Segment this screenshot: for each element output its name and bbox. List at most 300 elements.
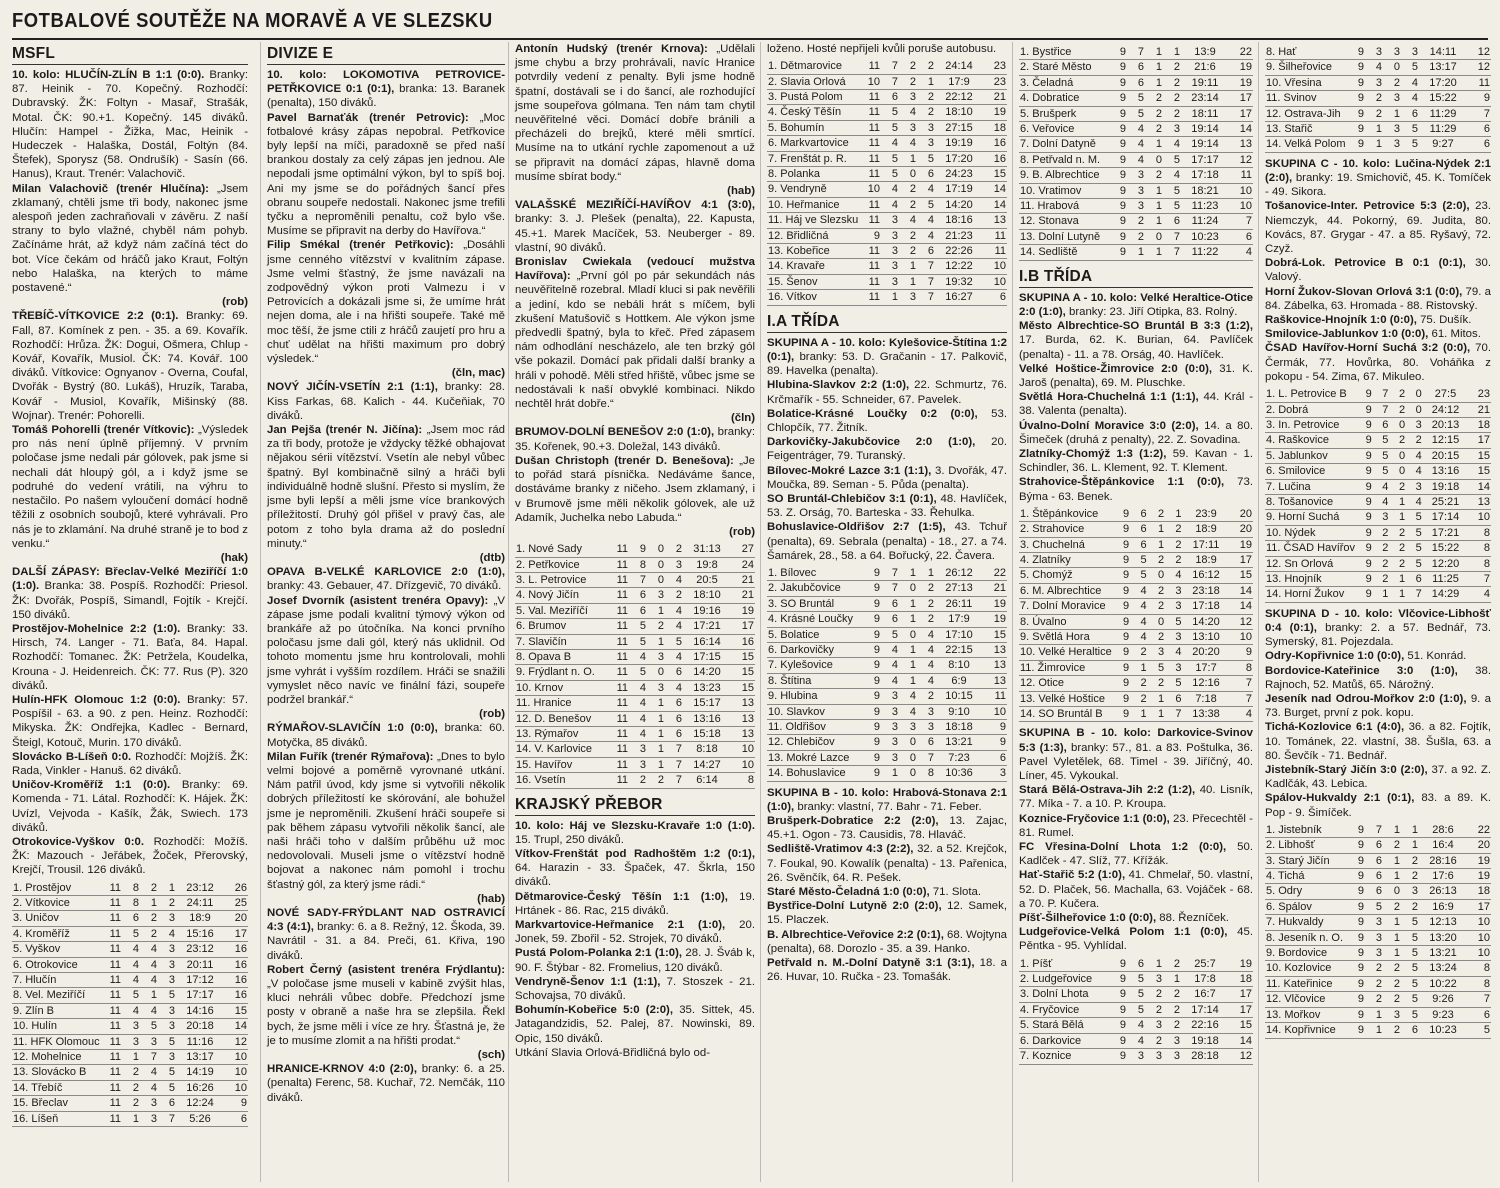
wins: 1 — [881, 766, 899, 781]
column-6 — [1258, 42, 1491, 1182]
points: 10 — [1467, 915, 1491, 930]
paragraph-lead: Jistebník-Starý Jičín 3:0 (2:0), — [1265, 764, 1428, 777]
team-name: 10. Slavkov — [767, 704, 863, 719]
paragraph-lead: 10. kolo: HLUČÍN-ZLÍN B 1:1 (0:0). — [12, 69, 205, 81]
games-played: 9 — [1109, 152, 1127, 167]
losses: 7 — [917, 259, 935, 274]
draws: 0 — [1148, 614, 1165, 629]
wins: 1 — [881, 290, 899, 305]
losses: 6 — [917, 167, 935, 182]
losses: 3 — [158, 957, 176, 972]
article-paragraph — [12, 750, 248, 778]
table-row — [1265, 464, 1491, 479]
games-played: 9 — [1113, 614, 1130, 629]
paragraph-text: 38. Rajnoch, 52. Matůš, 65. Nárožný. — [1265, 664, 1491, 691]
paragraph-text: loženo. Hosté nepřijeli kvůli poruše autobusu. — [767, 43, 997, 55]
table-row — [767, 596, 1007, 611]
draws: 1 — [899, 642, 917, 657]
paragraph-text: „Výsledek pro nás není úplně příjemný. V prvním poločase jsme nedali pár gólovek, pak jsme si nechali dát hloupý gól, a i když jsme se podruhé do vedení vrátili, na výhru to nestačilo. Po našem vyloučení domácí hodně těžili z osobních soubojů, které vyhrávali. Pro nás je to zklamání. Na druhé straně je to bod z venku.“ — [12, 424, 248, 550]
paragraph-text: 79. a 84. Zábelka, 63. Hromada - 88. Ristovský. — [1265, 285, 1491, 312]
paragraph-text: 68. Wojtyna (penalta), 68. Dorozlo - 35. a 39. Hanko. — [767, 928, 1007, 955]
paragraph-lead: Petřvald n. M.-Dolní Datyně 3:1 (3:1), — [767, 957, 975, 970]
draws: 1 — [1148, 537, 1165, 552]
score: 13:21 — [1419, 946, 1467, 961]
score: 13:38 — [1183, 707, 1230, 722]
losses: 6 — [1401, 1023, 1419, 1038]
team-name: 6. Brumov — [515, 619, 611, 634]
wins: 1 — [1130, 707, 1147, 722]
wins: 2 — [1130, 691, 1147, 706]
points: 15 — [224, 1003, 248, 1018]
losses: 2 — [917, 689, 935, 704]
wins: 6 — [1130, 507, 1147, 522]
table-row — [1019, 122, 1253, 137]
team-name: 1. L. Petrovice B — [1265, 387, 1356, 402]
paragraph-text: 37. a 92. Z. Kadlčák, 43. Lebica. — [1265, 764, 1491, 791]
draws: 3 — [647, 649, 665, 664]
losses: 7 — [158, 1111, 176, 1126]
draws: 0 — [1145, 229, 1163, 244]
paragraph-text: „Jsem zklamaný, chtěli jsme tři body, nakonec jsme alespoň jeden zachraňovali v závěru. Z naší strany to bylo vlažné, chyběl nám pohyb. Začínáme hrát, až když nám začíná téct do bot. Více čekám od hráčů jako Kraut, Foltýn nebo Halaška, na kterých to máme postavené.“ — [12, 182, 248, 295]
draws: 1 — [647, 696, 665, 711]
table-row — [1265, 387, 1491, 402]
table-row — [1019, 537, 1253, 552]
paragraph-lead: Robert Černý (asistent trenéra Frýdlantu): — [267, 963, 505, 976]
team-name: 9. Vendryně — [767, 182, 863, 197]
article-paragraph — [1265, 791, 1491, 819]
team-name: 4. Raškovice — [1265, 433, 1356, 448]
table-row — [1019, 75, 1253, 90]
team-name: 7. Hlučín — [12, 973, 104, 988]
table-row — [1265, 541, 1491, 556]
losses: 3 — [1165, 660, 1182, 675]
score: 11:24 — [1181, 214, 1229, 229]
wins: 4 — [1130, 599, 1147, 614]
table-row — [1019, 106, 1253, 121]
paragraph-lead: Smilovice-Jablunkov 1:0 (0:0), — [1265, 328, 1429, 341]
score: 23:9 — [1183, 507, 1230, 522]
games-played: 11 — [863, 136, 881, 151]
team-name: 2. Dobrá — [1265, 402, 1356, 417]
team-name: 3. In. Petrovice — [1265, 417, 1356, 432]
wins: 3 — [1127, 183, 1145, 198]
draws: 5 — [1148, 660, 1165, 675]
paragraph-text: „Udělali jsme chybu a brzy prohrávali, navíc Hranice potvrdily vedení z penalty. Byli jsme hodně špatní, dostávali se i do šancí, ale rozhodující jsme soupeřova gólmana. Ten nám tam chytil neuvěřitelné věci. Domácí dobře bránili a přecházeli do brejků, které měli smrtící. Musíme na to utkání rychle zapomenout a už se připravit na domácí zápas, hlavně doma musíme sbírat body.“ — [515, 43, 755, 183]
score: 6:14 — [683, 773, 731, 788]
draws: 2 — [1145, 122, 1163, 137]
table-row — [1019, 629, 1253, 644]
team-name: 7. Koznice — [1019, 1049, 1109, 1064]
score: 28:18 — [1181, 1049, 1229, 1064]
table-row — [1265, 899, 1491, 914]
draws: 1 — [899, 658, 917, 673]
team-name: 7. Dolní Moravice — [1019, 599, 1113, 614]
score: 22:15 — [935, 642, 983, 657]
losses: 4 — [917, 658, 935, 673]
score: 13:9 — [1181, 45, 1229, 60]
team-name: 14. V. Karlovice — [515, 742, 611, 757]
draws: 4 — [899, 136, 917, 151]
draws: 3 — [1383, 91, 1401, 106]
paragraph-text: 12. Samek, 15. Placzek. — [767, 900, 1007, 927]
score: 17:15 — [683, 649, 731, 664]
wins: 1 — [1373, 587, 1390, 602]
score: 19:19 — [935, 136, 983, 151]
wins: 3 — [881, 735, 899, 750]
table-row — [1019, 168, 1253, 183]
draws: 3 — [899, 90, 917, 105]
draws: 1 — [1145, 60, 1163, 75]
wins: 4 — [629, 711, 647, 726]
draws: 1 — [1383, 930, 1401, 945]
points: 23 — [1468, 387, 1491, 402]
article-paragraph — [515, 1046, 755, 1060]
losses: 3 — [1165, 629, 1182, 644]
points: 13 — [731, 726, 755, 741]
games-played: 9 — [1109, 199, 1127, 214]
losses: 5 — [917, 197, 935, 212]
table-row — [1265, 884, 1491, 899]
article-paragraph — [12, 778, 248, 835]
team-name: 12. Otice — [1019, 676, 1113, 691]
points: 19 — [983, 105, 1007, 120]
wins: 2 — [1373, 525, 1390, 540]
author-initials: (hab) — [477, 892, 505, 905]
article-paragraph — [767, 492, 1007, 520]
games-played: 9 — [1347, 976, 1365, 991]
team-name: 9. Frýdlant n. O. — [515, 665, 611, 680]
table-row — [515, 619, 755, 634]
draws: 0 — [899, 766, 917, 781]
games-played: 11 — [611, 603, 629, 618]
wins: 4 — [122, 1003, 140, 1018]
draws: 2 — [1145, 1033, 1163, 1048]
score: 13:17 — [1419, 60, 1467, 75]
score: 19:18 — [1181, 1033, 1229, 1048]
losses: 5 — [1401, 992, 1419, 1007]
losses: 5 — [158, 1065, 176, 1080]
team-name: 15. Šenov — [767, 274, 863, 289]
paragraph-lead: Vendryně-Šenov 1:1 (1:1), — [515, 975, 661, 988]
paragraph-lead: OPAVA B-VELKÉ KARLOVICE 2:0 (1:0), — [267, 566, 505, 579]
table-row — [767, 766, 1007, 781]
article-paragraph — [12, 182, 248, 310]
team-name: 13. Rýmařov — [515, 726, 611, 741]
team-name: 14. Velká Polom — [1266, 138, 1346, 151]
games-played: 9 — [1109, 1018, 1127, 1033]
team-name: 6. Veřovice — [1019, 122, 1109, 137]
points: 7 — [1229, 214, 1253, 229]
points: 13 — [983, 213, 1007, 228]
games-played: 9 — [1347, 838, 1365, 853]
paragraph-text: 48. Havlíček, 53. Z. Orság, 70. Barteska - 33. Řehulka. — [767, 492, 1007, 520]
standings-table — [1019, 45, 1253, 261]
score: 14:29 — [1423, 587, 1469, 602]
losses: 4 — [1163, 137, 1181, 152]
games-played: 9 — [1113, 691, 1130, 706]
score: 17:17 — [176, 988, 224, 1003]
games-played: 11 — [863, 213, 881, 228]
score: 31:13 — [683, 542, 731, 557]
games-played: 9 — [1347, 961, 1365, 976]
table-row — [1019, 645, 1253, 660]
games-played: 9 — [1356, 494, 1373, 509]
losses: 4 — [1406, 494, 1423, 509]
column-1 — [12, 42, 248, 1182]
paragraph-lead: Prostějov-Mohelnice 2:2 (1:0). — [12, 622, 181, 635]
points: 6 — [983, 750, 1007, 765]
draws: 2 — [899, 197, 917, 212]
score: 21:23 — [935, 228, 983, 243]
paragraph-text: 53. Chlopčík, 77. Žitník. — [767, 407, 1007, 434]
score: 23:18 — [1183, 583, 1230, 598]
losses: 6 — [917, 735, 935, 750]
draws: 1 — [1389, 587, 1406, 602]
team-name: 6. Spálov — [1265, 899, 1347, 914]
table-row — [1019, 507, 1253, 522]
paragraph-text: branky: 6. a 8. Režný, 12. Škoda, 39. Navrátil - 31. a 84. Preči, 61. Křiva, 190 diváků. — [267, 921, 505, 962]
draws: 2 — [899, 74, 917, 89]
article-paragraph — [767, 899, 1007, 927]
score: 17:20 — [935, 151, 983, 166]
wins: 6 — [1127, 957, 1145, 972]
table-row — [1019, 568, 1253, 583]
draws: 1 — [899, 259, 917, 274]
table-row — [767, 720, 1007, 735]
score: 23:14 — [1181, 91, 1229, 106]
score: 25:21 — [1423, 494, 1469, 509]
team-name: 3. SO Bruntál — [767, 596, 863, 611]
paragraph-lead: Dětmarovice-Český Těšín 1:1 (1:0), — [515, 890, 728, 903]
team-name: 6. M. Albrechtice — [1019, 583, 1113, 598]
article-paragraph — [515, 918, 755, 946]
table-row — [1265, 946, 1491, 961]
paragraph-text: 15. Trupl, 250 diváků. — [515, 833, 624, 846]
paragraph-lead: Pavel Barnaťák (trenér Petrovic): — [267, 111, 469, 124]
draws: 3 — [1145, 1049, 1163, 1064]
paragraph-text: 32. a 52. Krejčok, 7. Foukal, 90. Kowalík (penalta) - 13. Pařenica, 26. Svěnčík, 64. R. Pešek. — [767, 843, 1007, 884]
points: 7 — [1467, 106, 1491, 121]
table-row — [1019, 45, 1253, 60]
score: 25:7 — [1181, 957, 1229, 972]
games-played: 9 — [863, 766, 881, 781]
table-row — [1019, 1033, 1253, 1048]
draws: 2 — [647, 773, 665, 788]
team-name: 8. Tošanovice — [1265, 494, 1356, 509]
draws: 1 — [1145, 75, 1163, 90]
losses: 4 — [1401, 75, 1419, 90]
team-name: 1. Bílovec — [767, 566, 863, 581]
wins: 1 — [1127, 245, 1145, 260]
team-name: 15. Břeclav — [12, 1096, 104, 1111]
wins: 4 — [1130, 583, 1147, 598]
wins: 5 — [122, 988, 140, 1003]
draws: 4 — [140, 942, 158, 957]
table-row — [767, 704, 1007, 719]
article-paragraph — [1019, 362, 1253, 390]
wins: 5 — [1127, 987, 1145, 1002]
table-row — [1265, 930, 1491, 945]
team-name: 5. Odry — [1265, 884, 1347, 899]
losses: 5 — [1401, 930, 1419, 945]
team-name: 11. ČSAD Havířov — [1266, 542, 1356, 555]
score: 26:13 — [1419, 884, 1467, 899]
team-name: 6. Darkovičky — [767, 642, 863, 657]
standings-table — [1265, 387, 1491, 603]
wins: 4 — [881, 642, 899, 657]
draws: 2 — [899, 228, 917, 243]
losses: 6 — [1401, 106, 1419, 121]
losses: 2 — [1401, 899, 1419, 914]
draws: 1 — [1145, 957, 1163, 972]
team-name: 13. Slovácko B — [12, 1065, 104, 1080]
draws: 1 — [140, 895, 158, 910]
points: 17 — [1230, 552, 1253, 567]
draws: 0 — [1389, 464, 1406, 479]
losses: 3 — [1406, 479, 1423, 494]
losses: 7 — [665, 773, 683, 788]
points: 14 — [1229, 1033, 1253, 1048]
losses: 2 — [1163, 75, 1181, 90]
wins: 2 — [1365, 106, 1383, 121]
score: 16:4 — [1419, 838, 1467, 853]
draws: 1 — [1145, 199, 1163, 214]
wins: 2 — [1365, 91, 1383, 106]
points: 10 — [1467, 946, 1491, 961]
points: 11 — [1229, 168, 1253, 183]
team-name: 4. Fryčovice — [1019, 1002, 1109, 1017]
standings-table — [12, 881, 248, 1128]
table-row — [515, 773, 755, 788]
table-row — [515, 726, 755, 741]
points: 3 — [983, 766, 1007, 781]
score: 17:18 — [1183, 599, 1230, 614]
score: 9:27 — [1419, 137, 1467, 152]
paragraph-lead: Strahovice-Štěpánkovice 1:1 (0:0), — [1019, 476, 1225, 489]
wins: 4 — [881, 182, 899, 197]
article-paragraph — [515, 454, 755, 539]
table-row — [1265, 510, 1491, 525]
paragraph-lead: Město Albrechtice-SO Bruntál B 3:3 (1:2), — [1019, 320, 1253, 333]
paragraph-lead: Hať-Stařič 5:2 (1:0), — [1019, 869, 1126, 882]
points: 18 — [1229, 972, 1253, 987]
score: 24:23 — [935, 167, 983, 182]
draws: 1 — [1383, 915, 1401, 930]
team-name: 6. Smilovice — [1265, 464, 1356, 479]
games-played: 9 — [863, 689, 881, 704]
article-paragraph — [1265, 199, 1491, 256]
paragraph-text: Branky: 33. Hirsch, 74. Langer - 71. Baťa, 84. Hapal. Rozhodčí: Tomanec. ŽK: Petržela, Koudelka, Krouna - J. Heidenreich. ČK: 77. Rus (P). 320 diváků. — [12, 622, 248, 692]
table-row — [12, 957, 248, 972]
wins: 4 — [1130, 614, 1147, 629]
team-name: 12. Vlčovice — [1265, 992, 1347, 1007]
points: 19 — [731, 603, 755, 618]
table-row — [1265, 823, 1491, 838]
table-row — [12, 895, 248, 910]
games-played: 9 — [1109, 137, 1127, 152]
points: 13 — [731, 696, 755, 711]
article-paragraph — [267, 1062, 505, 1105]
paragraph-lead: HRANICE-KRNOV 4:0 (2:0), — [267, 1063, 417, 1076]
paragraph-text: branky: 2. a 57. Bednář, 73. Symerský, 81. Pojezdala. — [1265, 621, 1491, 649]
games-played: 11 — [104, 1080, 122, 1095]
points: 19 — [1467, 853, 1491, 868]
losses: 4 — [1163, 168, 1181, 183]
table-row — [767, 197, 1007, 212]
wins: 5 — [881, 627, 899, 642]
losses: 4 — [665, 680, 683, 695]
losses: 5 — [158, 1080, 176, 1095]
games-played: 9 — [863, 720, 881, 735]
article-paragraph — [767, 520, 1007, 563]
games-played: 9 — [1113, 522, 1130, 537]
team-name: 14. Horní Žukov — [1265, 587, 1356, 602]
paragraph-text: Branky: 87. Heinik - 70. Kopečný. Rozhodčí: Dubravský. ŽK: Foltyn - Masař, Strašák, Motal. ČK: 90.+1. Kopečný. 145 diváků. Hlučín: Hampel - Žižka, Mac, Heinik - Hudeczek - Halaška, Dostál, Foltýn (84. Štefek), Sporysz (58. Ondrušík) - Sasín (66. Hanus), Kraut. Trenér: Valachovič. — [12, 69, 248, 181]
games-played: 9 — [1109, 60, 1127, 75]
losses: 7 — [1406, 587, 1423, 602]
wins: 9 — [629, 542, 647, 557]
table-row — [12, 881, 248, 896]
points: 10 — [983, 259, 1007, 274]
team-name: 7. Slavičín — [515, 634, 611, 649]
paragraph-lead: TŘEBÍČ-VÍTKOVICE 2:2 (0:1). — [12, 310, 179, 323]
team-name: 8. Štítina — [767, 673, 863, 688]
wins: 5 — [122, 926, 140, 941]
wins: 4 — [122, 957, 140, 972]
team-name: 1. Jistebník — [1265, 823, 1347, 838]
paragraph-lead: Staré Město-Čeladná 1:0 (0:0), — [767, 886, 930, 899]
paragraph-text: branky: 28. Kiss Farkas, 68. Kalich - 44. Kučeňiak, 70 diváků. — [267, 381, 505, 422]
wins: 7 — [881, 59, 899, 74]
team-name: 11. Žimrovice — [1019, 660, 1113, 675]
team-name: 5. Vyškov — [12, 942, 104, 957]
points: 9 — [983, 735, 1007, 750]
games-played: 11 — [863, 90, 881, 105]
games-played: 9 — [863, 750, 881, 765]
points: 8 — [1467, 976, 1491, 991]
draws: 2 — [1389, 525, 1406, 540]
draws: 2 — [1389, 433, 1406, 448]
games-played: 9 — [1356, 417, 1373, 432]
score: 12:22 — [935, 259, 983, 274]
points: 21 — [731, 588, 755, 603]
table-row — [1019, 152, 1253, 167]
paragraph-lead: Bohuslavice-Oldřišov 2:7 (1:5), — [767, 521, 946, 534]
points: 13 — [983, 658, 1007, 673]
paragraph-lead: 10. kolo: Háj ve Slezsku-Kravaře 1:0 (1:0). — [515, 819, 755, 832]
draws: 1 — [1145, 214, 1163, 229]
wins: 3 — [1365, 45, 1383, 60]
paragraph-text: 64. Harazin - 33. Špaček, 47. Škrla, 150 diváků. — [515, 862, 755, 889]
games-played: 9 — [1109, 957, 1127, 972]
losses: 2 — [1165, 537, 1182, 552]
score: 11:29 — [1419, 106, 1467, 121]
wins: 5 — [881, 105, 899, 120]
losses: 4 — [1165, 568, 1182, 583]
score: 22:12 — [935, 90, 983, 105]
draws: 3 — [1383, 45, 1401, 60]
losses: 4 — [665, 649, 683, 664]
games-played: 9 — [1356, 510, 1373, 525]
score: 22:16 — [1181, 1018, 1229, 1033]
draws: 0 — [1389, 417, 1406, 432]
table-row — [1265, 571, 1491, 586]
draws: 1 — [1389, 510, 1406, 525]
score: 17:19 — [935, 182, 983, 197]
games-played: 9 — [1109, 106, 1127, 121]
draws: 4 — [140, 957, 158, 972]
losses: 5 — [665, 634, 683, 649]
